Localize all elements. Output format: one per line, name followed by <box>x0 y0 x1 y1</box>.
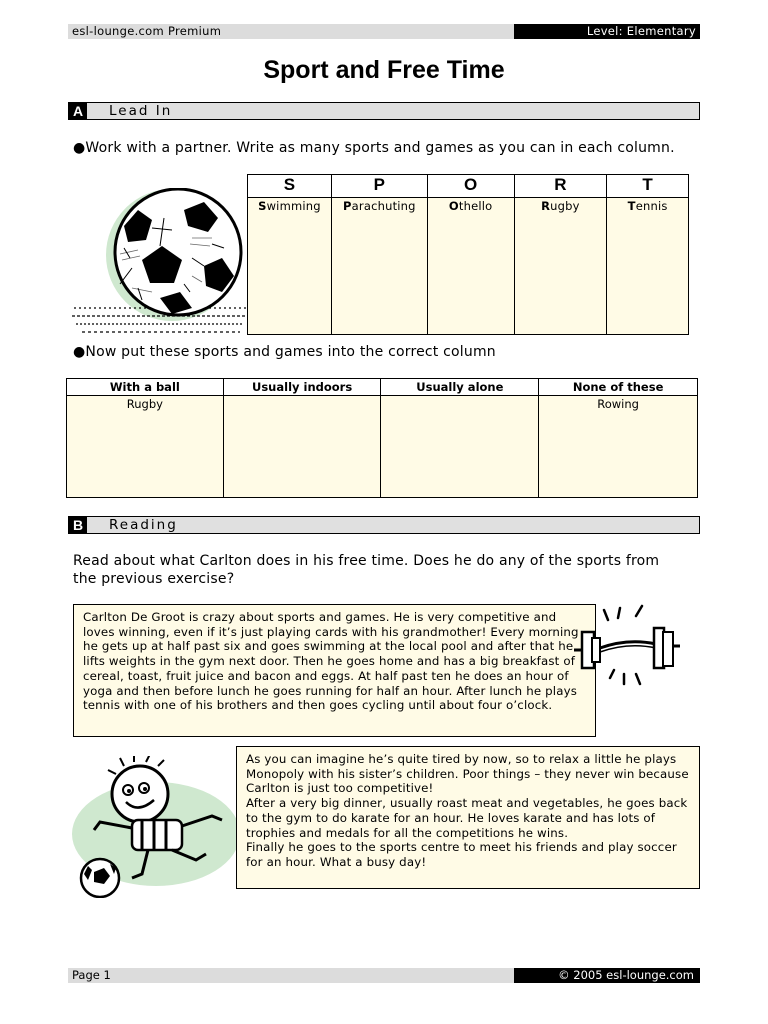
example-initial: P <box>343 199 352 213</box>
sport-cell-p[interactable] <box>331 198 427 335</box>
category-cell-ball[interactable]: Rugby <box>67 396 224 498</box>
category-table <box>66 378 698 498</box>
sport-header-p: P <box>331 175 427 198</box>
sport-header-o: O <box>427 175 514 198</box>
example-initial: T <box>627 199 636 213</box>
category-answer-row <box>67 396 698 498</box>
example-rest: thello <box>458 199 493 213</box>
sport-cell-o[interactable] <box>427 198 514 335</box>
sport-answer-row <box>248 198 689 335</box>
example-rest: arachuting <box>351 199 416 213</box>
section-label: Reading <box>109 517 178 533</box>
example-initial: R <box>541 199 551 213</box>
soccer-ball-icon <box>72 188 248 338</box>
header-bar <box>68 24 700 39</box>
sport-cell-s[interactable] <box>248 198 332 335</box>
section-a-header <box>68 102 700 120</box>
instruction-1: ●Work with a partner. Write as many sports and games as you can in each column. <box>73 140 675 156</box>
section-b-header <box>68 516 700 534</box>
reading-question: Read about what Carlton does in his free time. Does he do any of the sports from the previous exercise? <box>73 553 660 587</box>
example-initial: S <box>258 199 267 213</box>
barbell-icon <box>574 604 684 690</box>
category-cell-indoors[interactable] <box>223 396 381 498</box>
section-label: Lead In <box>109 103 173 119</box>
example-rest: wimming <box>266 199 321 213</box>
reading-paragraph: As you can imagine he’s quite tired by now, so to relax a little he plays Monopoly with his sister’s children. Poor things – they never win because Carlton is just too competitive! <box>246 752 689 796</box>
category-cell-none[interactable]: Rowing <box>539 396 698 498</box>
example-rest: ugby <box>550 199 580 213</box>
sport-header-r: R <box>514 175 607 198</box>
instruction-2: ●Now put these sports and games into the correct column <box>73 344 496 360</box>
reading-text-1 <box>73 604 596 737</box>
category-cell-alone[interactable] <box>381 396 539 498</box>
reading-paragraph: Finally he goes to the sports centre to meet his friends and play soccer for an hour. What a busy day! <box>246 840 677 869</box>
section-letter: A <box>69 103 87 119</box>
category-header-indoors: Usually indoors <box>223 379 381 396</box>
page-title: Sport and Free Time <box>263 56 505 84</box>
category-header-row <box>67 379 698 396</box>
page-number: Page 1 <box>72 968 111 982</box>
example-initial: O <box>448 199 459 213</box>
copyright: © 2005 esl-lounge.com <box>514 968 700 983</box>
reading-paragraph: Carlton De Groot is crazy about sports and games. He is very competitive and loves winning, even if it’s just playing cards with his grandmother! Every morning he gets up at half past six and goes swimming at the local pool and after that he lifts weights in the gym next door. Then he goes home and has a big breakfast of cereal, toast, fruit juice and bacon and eggs. At half past ten he does an hour of yoga and then before lunch he goes running for half an hour. After lunch he plays tennis with one of his brothers and then goes cycling until about four o’clock. <box>83 610 579 713</box>
kid-soccer-icon <box>72 756 242 898</box>
reading-text-2 <box>236 746 700 889</box>
category-header-none: None of these <box>539 379 698 396</box>
example-rest: ennis <box>635 199 668 213</box>
section-letter: B <box>69 517 87 533</box>
sport-header-row <box>248 175 689 198</box>
sport-header-s: S <box>248 175 332 198</box>
level-label: Level: Elementary <box>514 24 700 39</box>
footer-bar <box>68 968 700 983</box>
sport-cell-t[interactable] <box>607 198 689 335</box>
sport-cell-r[interactable] <box>514 198 607 335</box>
site-name: esl-lounge.com Premium <box>72 24 222 38</box>
reading-paragraph: After a very big dinner, usually roast meat and vegetables, he goes back to the gym to do karate for an hour. He loves karate and has lots of trophies and medals for all the competitions he wins. <box>246 796 688 840</box>
category-header-ball: With a ball <box>67 379 224 396</box>
sport-table <box>247 174 689 335</box>
sport-header-t: T <box>607 175 689 198</box>
category-header-alone: Usually alone <box>381 379 539 396</box>
